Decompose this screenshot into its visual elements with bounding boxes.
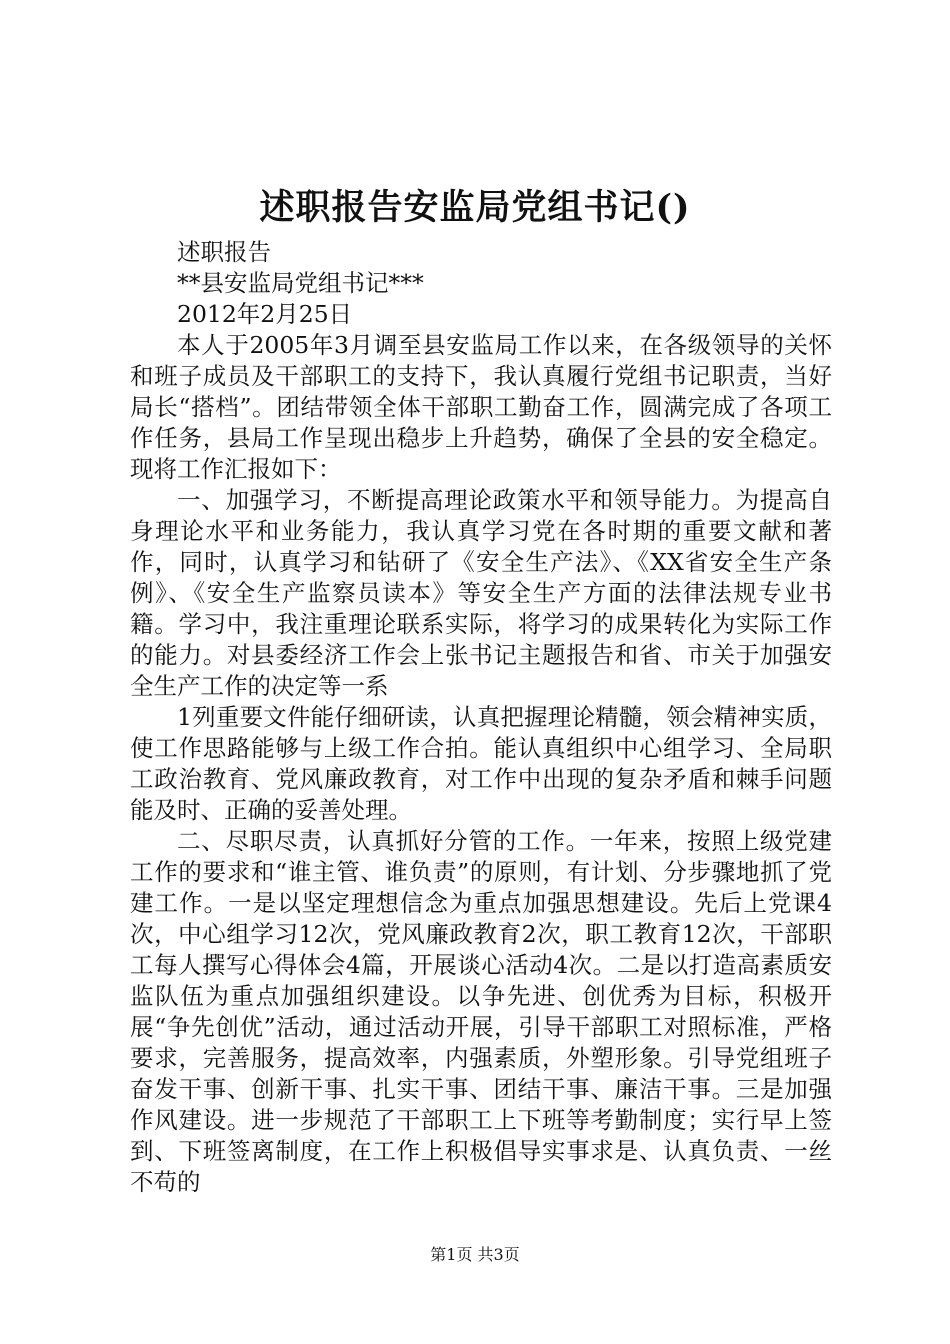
paragraph-author: **县安监局党组书记*** (177, 269, 424, 297)
paragraph-date: 2012年2月25日 (177, 300, 353, 328)
paragraph-section-1: 一、加强学习，不断提高理论政策水平和领导能力。为提高自身理论水平和业务能力，我认真学习党在各时期的重要文献和著作，同时，认真学习和钻研了《安全生产法》、《XX省安全生产条例》、《安全生产监察员读本》等安全生产方面的法律法规专业书籍。学习中，我注重理论联系实际，将学习的成果转化为实际工作的能力。对县委经济工作会上张书记主题报告和省、市关于加强安全生产工作的决定等一系 (130, 486, 832, 700)
paragraph-intro: 本人于2005年3月调至县安监局工作以来，在各级领导的关怀和班子成员及干部职工的支持下，我认真履行党组书记职责，当好局长“搭档”。团结带领全体干部职工勤奋工作，圆满完成了各项工作任务，县局工作呈现出稳步上升趋势，确保了全县的安全稳定。现将工作汇报如下： (130, 331, 832, 483)
page-number-footer: 第1页 共3页 (430, 1245, 520, 1264)
paragraph-section-2: 二、尽职尽责，认真抓好分管的工作。一年来，按照上级党建工作的要求和“谁主管、谁负责”的原则，有计划、分步骤地抓了党建工作。一是以坚定理想信念为重点加强思想建设。先后上党课4次，中心组学习12次，党风廉政教育2次，职工教育12次，干部职工每人撰写心得体会4篇，开展谈心活动4次。二是以打造高素质安监队伍为重点加强组织建设。以争先进、创优秀为目标，积极开展“争先创优”活动，通过活动开展，引导干部职工对照标准，严格要求，完善服务，提高效率，内强素质，外塑形象。引导党组班子奋发干事、创新干事、扎实干事、团结干事、廉洁干事。三是加强作风建设。进一步规范了干部职工上下班等考勤制度；实行早上签到、下班签离制度，在工作上积极倡导实事求是、认真负责、一丝不苟的 (130, 827, 832, 1196)
paragraph-section-1-cont: 1列重要文件能仔细研读，认真把握理论精髓，领会精神实质，使工作思路能够与上级工作合拍。能认真组织中心组学习、全局职工政治教育、党风廉政教育，对工作中出现的复杂矛盾和棘手问题能及时、正确的妥善处理。 (130, 703, 832, 824)
document-body (130, 237, 832, 1198)
document-title: 述职报告安监局党组书记() (259, 187, 691, 228)
paragraph-heading: 述职报告 (177, 238, 271, 266)
